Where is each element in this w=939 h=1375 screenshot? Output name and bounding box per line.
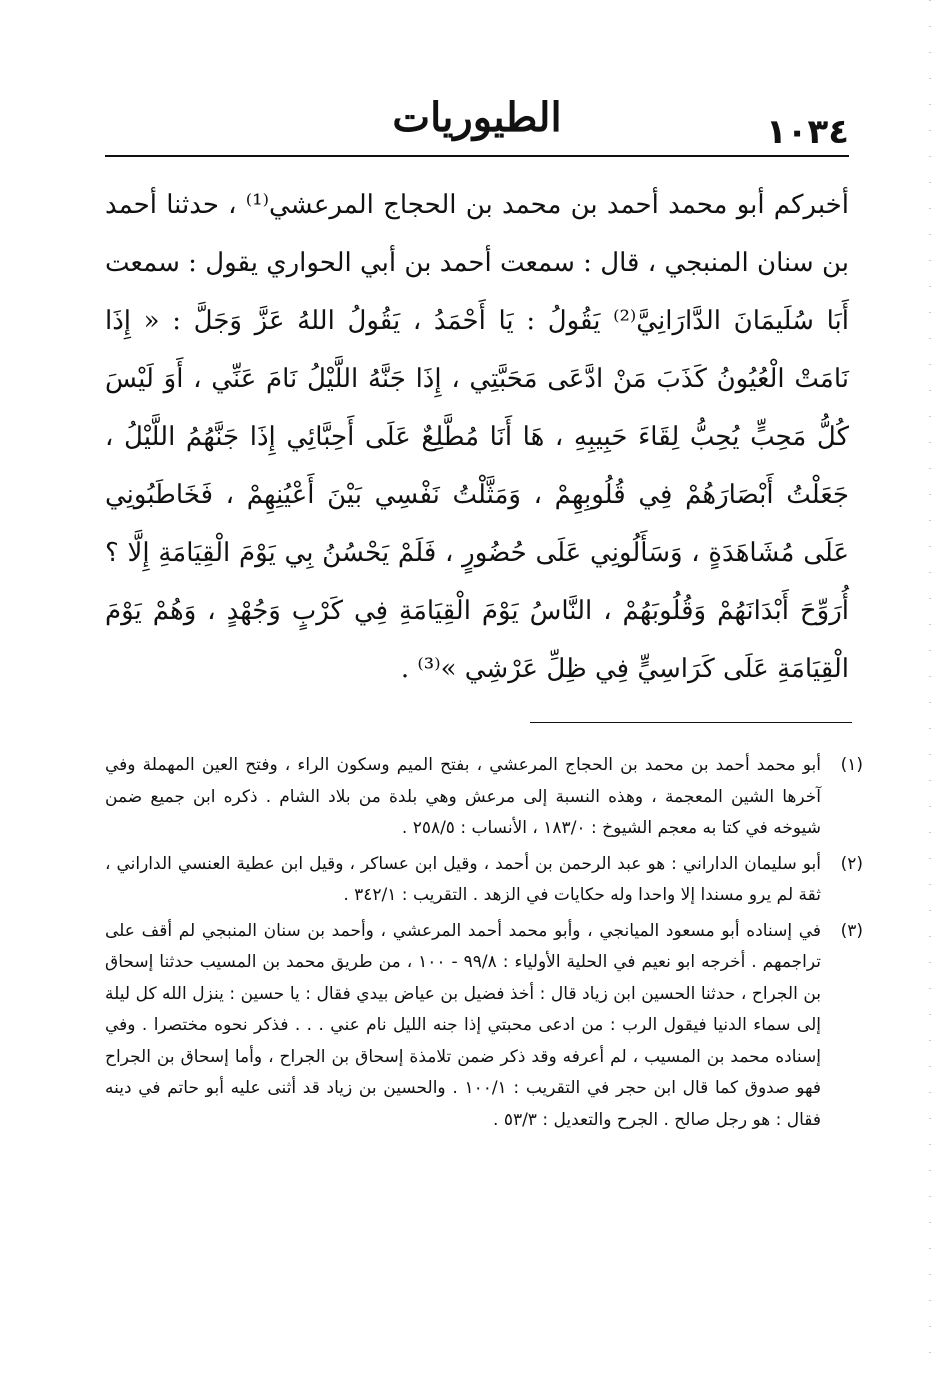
footnotes [105, 750, 863, 1140]
footnote-number: (١) [840, 755, 863, 775]
main-paragraph: أخبركم أبو محمد أحمد بن محمد بن الحجاج المرعشي⁽¹⁾ ، حدثنا أحمد بن سنان المنبجي ، قال : سمعت أحمد بن أبي الحواري يقول : سمعت أَبَا سُلَيمَانَ الدَّارَانِيَّ⁽²⁾ يَقُولُ : يَا أَحْمَدُ ، يَقُولُ اللهُ عَزَّ وَجَلَّ : « إِذَا نَامَتْ الْعُيُونُ كَذَبَ مَنْ ادَّعَى مَحَبَّتِي ، إِذَا جَنَّهُ اللَّيْلُ نَامَ عَنِّي ، أَوَ لَيْسَ كُلُّ مَحِبٍّ يُحِبُّ لِقَاءَ حَبِيبِهِ ، هَا أَنَا مُطَّلِعٌ عَلَى أَحِبَّائِي إِذَا جَنَّهُمُ اللَّيْلُ ، جَعَلْتُ أَبْصَارَهُمْ فِي قُلُوبِهِمْ ، وَمَثَّلْتُ نَفْسِي بَيْنَ أَعْيُنِهِمْ ، فَخَاطَبُونِي عَلَى مُشَاهَدَةٍ ، وَسَأَلُونِي عَلَى حُضُورٍ ، فَلَمْ يَحْسُنُ بِي يَوْمَ الْقِيَامَةِ إِلَّا ؟ أُرَوِّحَ أَبْدَانَهُمْ وَقُلُوبَهُمْ ، النَّاسُ يَوْمَ الْقِيَامَةِ فِي كَرْبٍ وَجُهْدٍ ، وَهُمْ يَوْمَ الْقِيَامَةِ عَلَى كَرَاسِيٍّ فِي ظِلِّ عَرْشِي »⁽³⁾ . [105, 190, 849, 684]
footnote-number: (٣) [840, 920, 863, 941]
footnote-separator [530, 722, 852, 723]
header-rule [105, 155, 849, 157]
footnote-text: أبو سليمان الداراني : هو عبد الرحمن بن أحمد ، وقيل ابن عساكر ، وقيل ابن عطية العنسي الداراني ، ثقة لم يرو مسندا إلا واحدا وله حكايات في الزهد . التقريب : ٣٤٢/١ . [105, 853, 821, 905]
footnote-number: (٢) [840, 853, 863, 874]
main-text [105, 176, 849, 698]
running-title: الطيوريات [392, 94, 562, 141]
page-number: ١٠٣٤ [765, 112, 849, 152]
footnote-2 [105, 849, 863, 912]
footnote-text: في إسناده أبو مسعود الميانجي ، وأبو محمد أحمد المرعشي ، وأحمد بن سنان المنبجي لم أقف على تراجمهم . أخرجه ابو نعيم في الحلية الأولياء : ٩٩/٨ - ١٠٠ ، من طريق محمد بن المسيب حدثنا إسحاق بن الجراح ، حدثنا الحسين ابن زياد قال : أخذ فضيل بن عياض بيدي فقال : يا حسين : ينزل الله كل ليلة إلى سماء الدنيا فيقول الرب : من ادعى محبتي إذا جنه الليل نام عني . . . فذكر نحوه مختصرا . وفي إسناده محمد بن المسيب ، لم أعرفه وقد ذكر ضمن تلامذة إسحاق بن الجراح ، وأما إسحاق بن الجراح فهو صدوق كما قال ابن حجر في التقريب : ١٠٠/١ . والحسين بن زياد قد أثنى عليه أبو حاتم في دينه فقال : هو رجل صالح . الجرح والتعديل : ٥٣/٣ . [105, 920, 822, 1130]
footnote-1 [105, 750, 863, 845]
page-header [105, 90, 849, 156]
scan-edge-dots [929, 0, 931, 1375]
footnote-3 [105, 916, 863, 1137]
footnote-text: أبو محمد أحمد بن محمد بن الحجاج المرعشي ، بفتح الميم وسكون الراء ، وفتح العين المهملة وفي آخرها الشين المعجمة ، وهذه النسبة إلى مرعش وهي بلدة من بلاد الشام . ذكره ابن جميع ضمن شيوخه في كتا به معجم الشيوخ : ١٨٣/٠ ، الأنساب : ٢٥٨/٥ . [105, 755, 821, 838]
